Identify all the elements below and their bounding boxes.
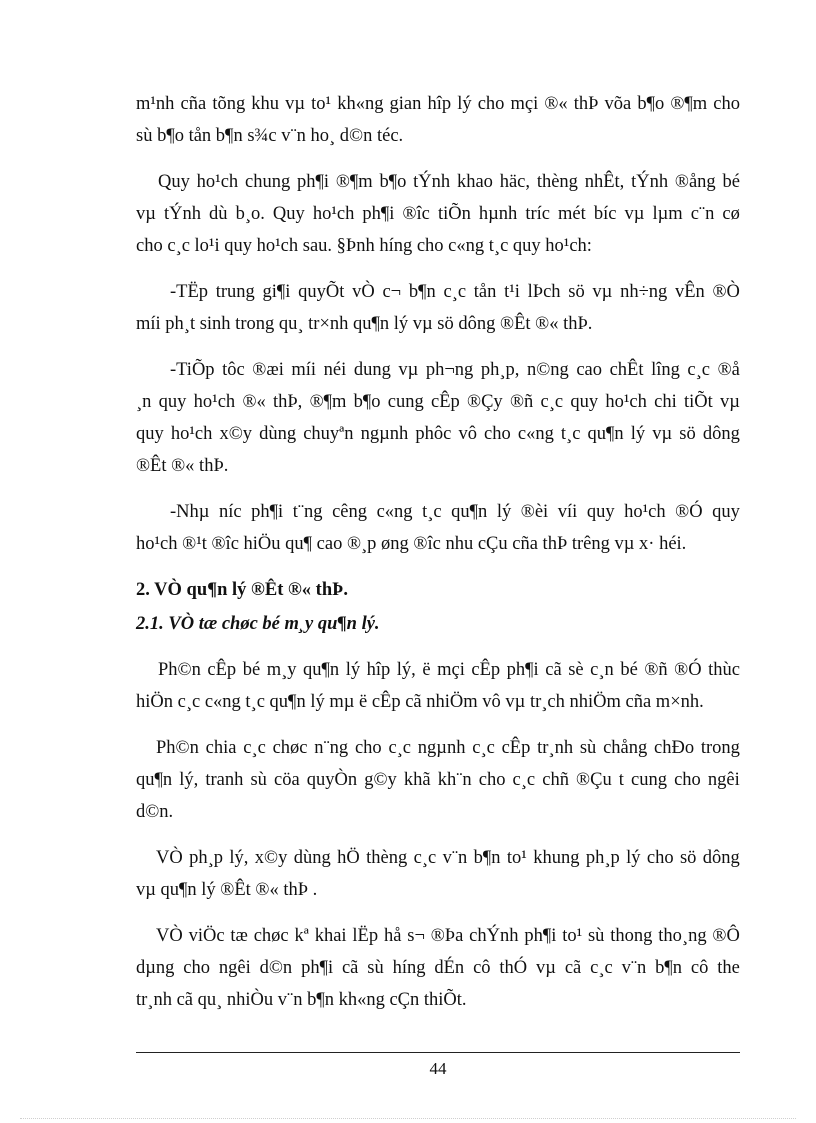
text-line: Quy ho¹ch chung ph¶i ®¶m b¶o tÝnh khao häc, thèng nhÊt, tÝnh ®ång bé [158,172,740,192]
text-line: hiÖn c¸c c«ng t¸c qu¶n lý mµ ë cÊp cã nhiÖm vô vµ tr¸ch nhiÖm cña m×nh. [136,692,704,712]
text-line: cho c¸c lo¹i quy ho¹ch sau. §Þnh híng cho c«ng t¸c quy ho¹ch: [136,236,592,256]
text-line: qu¶n lý, tranh sù cöa quyÒn g©y khã kh¨n cho c¸c chñ ®Çu t cung cho ngêi [136,770,740,790]
page-number: 44 [429,1059,447,1078]
text-line: vµ tÝnh dù b¸o. Quy ho¹ch ph¶i ®îc tiÕn hµnh tríc mét bíc vµ lµm c¨n cø [136,204,740,224]
page-edge-divider [20,1118,796,1119]
text-line: Ph©n chia c¸c chøc n¨ng cho c¸c ngµnh c¸c cÊp tr¸nh sù chång chÐo trong [156,738,740,758]
body-text [136,88,740,1016]
text-line: tr¸nh cã qu¸ nhiÒu v¨n b¶n kh«ng cÇn thiÕt. [136,990,467,1010]
text-line: VÒ ph¸p lý, x©y dùng hÖ thèng c¸c v¨n b¶n to¹ khung ph¸p lý cho sö dông [156,848,740,868]
text-line: dµng cho ngêi d©n ph¶i cã sù híng dÉn cô thÓ vµ cã c¸c v¨n b¶n cô the [136,958,740,978]
text-line: VÒ viÖc tæ chøc kª khai lËp hå s¬ ®Þa chÝnh ph¶i to¹ sù thong tho¸ng ®Ô [156,926,740,946]
text-line: sù b¶o tån b¶n s¾c v¨n ho¸ d©n téc. [136,126,404,146]
text-line: quy ho¹ch x©y dùng chuyªn ngµnh phôc vô cho c«ng t¸c qu¶n lý vµ sö dông [136,424,740,444]
text-line: -Nhµ níc ph¶i t¨ng cêng c«ng t¸c qu¶n lý ®èi víi quy ho¹ch ®Ó quy [170,502,740,522]
text-line: vµ qu¶n lý ®Êt ®« thÞ . [136,880,318,900]
text-line: ho¹ch ®¹t ®îc hiÖu qu¶ cao ®¸p øng ®îc nhu cÇu cña thÞ trêng vµ x· héi. [136,534,687,554]
footer-divider [136,1052,740,1053]
subsection-heading: 2.1. VÒ tæ chøc bé m¸y qu¶n lý. [136,614,380,634]
text-line: ¸n quy ho¹ch ®« thÞ, ®¶m b¶o cung cÊp ®Çy ®ñ c¸c quy ho¹ch chi tiÕt vµ [136,392,740,412]
text-line: -TiÕp tôc ®æi míi néi dung vµ ph¬ng ph¸p, n©ng cao chÊt lîng c¸c ®å [170,360,740,380]
section-heading: 2. VÒ qu¶n lý ®Êt ®« thÞ. [136,580,349,600]
text-line: Ph©n cÊp bé m¸y qu¶n lý hîp lý, ë mçi cÊp ph¶i cã sè c¸n bé ®ñ ®Ó thùc [158,660,740,680]
text-line: -TËp trung gi¶i quyÕt vÒ c¬ b¶n c¸c tån t¹i lÞch sö vµ nh÷ng vÊn ®Ò [170,282,740,302]
text-line: míi ph¸t sinh trong qu¸ tr×nh qu¶n lý vµ sö dông ®Êt ®« thÞ. [136,314,593,334]
text-line: ®Êt ®« thÞ. [136,456,229,476]
text-line: d©n. [136,802,174,822]
text-line: m¹nh cña tõng khu vµ to¹ kh«ng gian hîp lý cho mçi ®« thÞ võa b¶o ®¶m cho [136,94,740,114]
